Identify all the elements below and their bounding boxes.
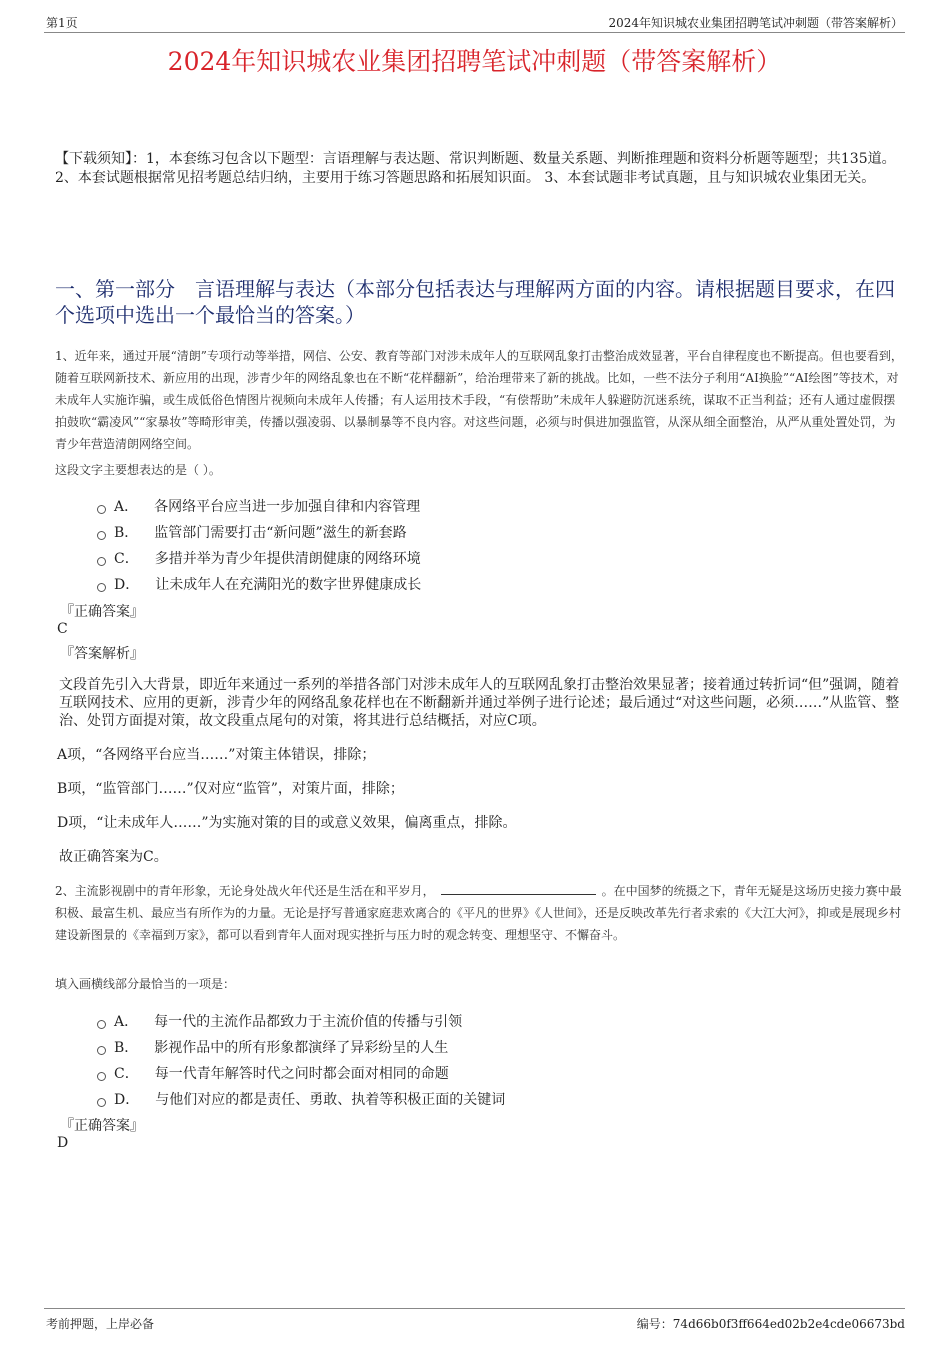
section-heading: 一、第一部分 言语理解与表达（本部分包括表达与理解两方面的内容。请根据题目要求，在四个选项中选出一个最恰当的答案。） <box>55 277 895 327</box>
radio-icon[interactable] <box>97 1072 106 1081</box>
question-2-options <box>97 1008 897 1112</box>
radio-icon[interactable] <box>97 1098 106 1107</box>
radio-icon[interactable] <box>97 531 106 540</box>
option-a[interactable]: A． 每一代的主流作品都致力于主流价值的传播与引领 <box>97 1008 897 1034</box>
document-id: 编号：74d66b0f3ff664ed02b2e4cde06673bd <box>636 1317 905 1331</box>
question-1-options <box>97 493 897 597</box>
option-d[interactable]: D． 与他们对应的都是责任、勇敢、执着等积极正面的关键词 <box>97 1086 897 1112</box>
radio-icon[interactable] <box>97 557 106 566</box>
option-c[interactable]: C． 多措并举为青少年提供清朗健康的网络环境 <box>97 545 897 571</box>
analysis-label: 『答案解析』 <box>60 646 144 662</box>
page-title: 2024年知识城农业集团招聘笔试冲刺题（带答案解析） <box>167 47 782 76</box>
fill-blank <box>441 882 596 895</box>
header-divider <box>44 32 905 33</box>
analysis-option-a: A项，“各网络平台应当……”对策主体错误，排除； <box>57 747 376 763</box>
download-notice: 【下载须知】：1，本套练习包含以下题型：言语理解与表达题、常识判断题、数量关系题、判断推理题和资料分析题等题型；共135道。 2、本套试题根据常见招考题总结归纳，主要用于练习答题思路和拓展知识面。 3、本套试题非考试真题，且与知识城农业集团无关。 <box>55 151 896 186</box>
option-a[interactable]: A． 各网络平台应当进一步加强自律和内容管理 <box>97 493 897 519</box>
page-number: 第1页 <box>46 16 78 30</box>
answer-label: 『正确答案』 <box>60 1118 144 1134</box>
answer-label: 『正确答案』 <box>60 604 144 620</box>
radio-icon[interactable] <box>97 1046 106 1055</box>
header-doc-title: 2024年知识城农业集团招聘笔试冲刺题（带答案解析） <box>608 16 903 30</box>
question-2-prompt: 填入画横线部分最恰当的一项是： <box>55 977 236 991</box>
analysis-conclusion: 故正确答案为C。 <box>59 849 168 865</box>
analysis-option-d: D项，“让未成年人……”为实施对策的目的或意义效果，偏离重点，排除。 <box>57 815 517 831</box>
analysis-paragraph: 文段首先引入大背景，即近年来通过一系列的举措各部门对涉未成年人的互联网乱象打击整治效果显著；接着通过转折词“但”强调，随着互联网技术、应用的更新，涉青少年的网络乱象花样也在不断翻新并通过举例子进行论述；最后通过“对这些问题，必须……”从监管、整治、处罚方面提对策，故文段重点尾句的对策，将其进行总结概括，对应C项。 <box>59 677 900 729</box>
radio-icon[interactable] <box>97 505 106 514</box>
question-2-text: 2、主流影视剧中的青年形象，无论身处战火年代还是生活在和平岁月， 。在中国梦的统摄之下，青年无疑是这场历史接力赛中最积极、最富生机、最应当有所作为的力量。无论是抒写普通家庭悲欢离合的《平凡的世界》《人世间》，还是反映改革先行者求索的《大江大河》，抑或是展现乡村建设新图景的《幸福到万家》，都可以看到青年人面对现实挫折与压力时的观念转变、理想坚守、不懈奋斗。 <box>55 884 902 942</box>
option-c[interactable]: C． 每一代青年解答时代之问时都会面对相同的命题 <box>97 1060 897 1086</box>
answer-value: C <box>57 621 68 637</box>
radio-icon[interactable] <box>97 1020 106 1029</box>
option-b[interactable]: B． 监管部门需要打击“新问题”滋生的新套路 <box>97 519 897 545</box>
option-d[interactable]: D． 让未成年人在充满阳光的数字世界健康成长 <box>97 571 897 597</box>
question-1-text: 1、近年来，通过开展“清朗”专项行动等举措，网信、公安、教育等部门对涉未成年人的互联网乱象打击整治成效显著，平台自律程度也不断提高。但也要看到，随着互联网新技术、新应用的出现，涉青少年的网络乱象也在不断“花样翻新”，给治理带来了新的挑战。比如，一些不法分子利用“AI换脸”“AI绘图”等技术，对未成年人实施诈骗，或生成低俗色情图片视频向未成年人传播；有人运用技术手段，“有偿帮助”未成年人躲避防沉迷系统，谋取不正当利益；还有人通过虚假摆拍鼓吹“霸凌风”“家暴妆”等畸形审美，传播以强凌弱、以暴制暴等不良内容。对这些问题，必须与时俱进加强监管，从深从细全面整治，从严从重处置处罚，为青少年营造清朗网络空间。 <box>55 349 903 451</box>
radio-icon[interactable] <box>97 583 106 592</box>
option-b[interactable]: B． 影视作品中的所有形象都演绎了异彩纷呈的人生 <box>97 1034 897 1060</box>
question-1-prompt: 这段文字主要想表达的是（ ）。 <box>55 463 221 477</box>
answer-value: D <box>57 1135 69 1151</box>
analysis-option-b: B项，“监管部门……”仅对应“监管”，对策片面，排除； <box>57 781 404 797</box>
footer-slogan: 考前押题，上岸必备 <box>46 1317 155 1331</box>
footer-divider <box>44 1308 905 1309</box>
